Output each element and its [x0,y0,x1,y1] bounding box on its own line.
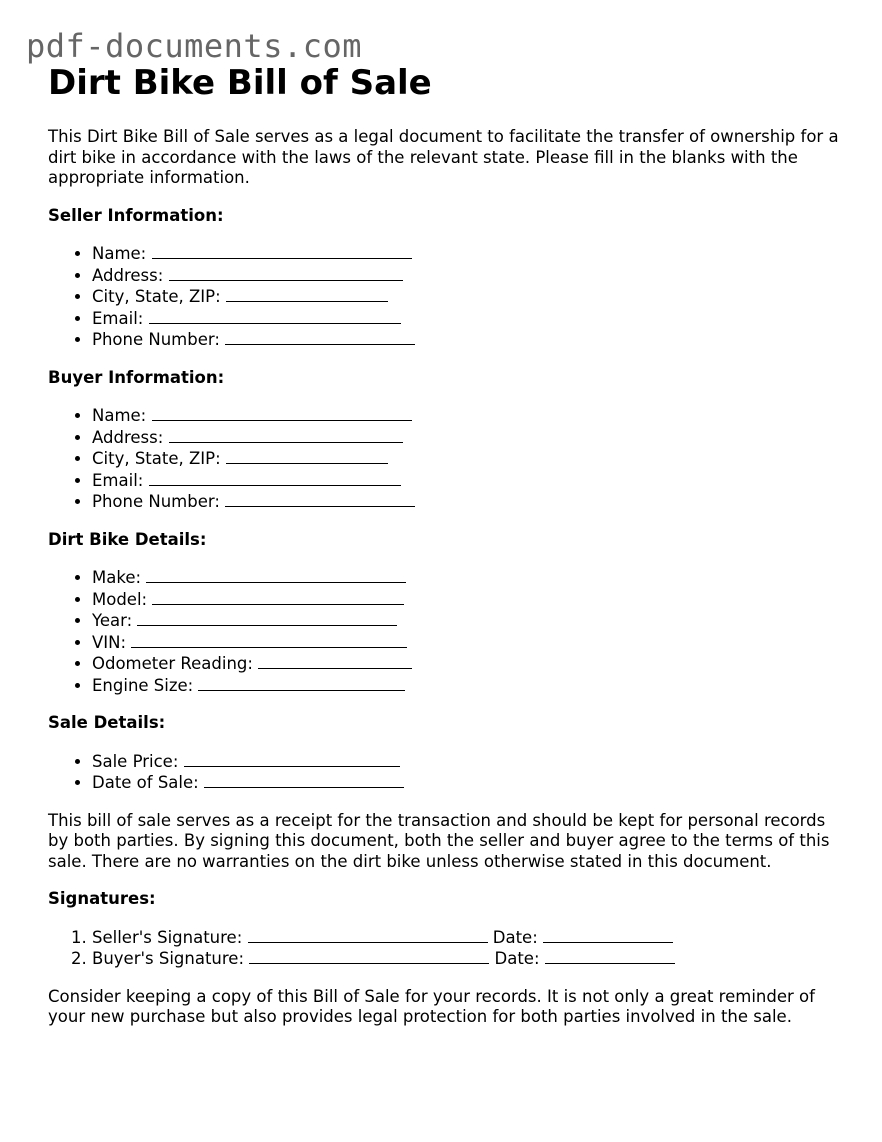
field-label: Email: [92,308,144,328]
signature-label: Seller's Signature: [92,927,243,947]
buyer-email-blank[interactable] [149,470,401,486]
document-title: Dirt Bike Bill of Sale [48,63,432,103]
buyer-phone-blank[interactable] [225,491,415,507]
list-item [92,448,848,470]
field-label: Sale Price: [92,751,179,771]
document-page [48,62,848,1028]
buyer-heading: Buyer Information: [48,367,225,387]
field-label: Date of Sale: [92,773,199,792]
field-label: Phone Number: [92,330,220,349]
bike-model-blank[interactable] [152,589,404,605]
field-label: Model: [92,589,148,609]
buyer-signature-date-blank[interactable] [545,948,675,964]
list-item [92,405,848,427]
buyer-fields [48,405,848,513]
sale-fields [48,751,848,794]
list-item [92,243,848,265]
bike-engine-size-blank[interactable] [198,675,405,691]
signature-lines [48,927,848,970]
field-label: Engine Size: [92,675,194,695]
field-label: Odometer Reading: [92,654,253,673]
list-item [92,286,848,308]
seller-city-state-zip-blank[interactable] [226,286,388,302]
bike-make-blank[interactable] [146,567,406,583]
seller-address-blank[interactable] [169,265,403,281]
field-label: Name: [92,244,147,263]
seller-fields [48,243,848,351]
list-item [92,610,848,632]
list-item [92,927,848,949]
seller-signature-date-blank[interactable] [543,927,673,943]
buyer-name-blank[interactable] [152,405,412,421]
buyer-signature-blank[interactable] [249,948,489,964]
signature-label: Buyer's Signature: [92,949,245,968]
signatures-heading: Signatures: [48,889,156,908]
seller-heading: Seller Information: [48,205,224,225]
list-item [92,265,848,287]
receipt-paragraph: This bill of sale serves as a receipt for the transaction and should be kept for personal records by both parties. By signing this document, both the seller and buyer agree to the terms of this sale. There are no warranties on the dirt bike unless otherwise stated in this document. [48,810,830,871]
field-label: VIN: [92,632,127,652]
seller-phone-blank[interactable] [225,329,415,345]
field-label: Phone Number: [92,492,220,511]
list-item [92,567,848,589]
bike-fields [48,567,848,696]
field-label: City, State, ZIP: [92,287,221,306]
date-label: Date: [492,927,538,947]
watermark: pdf-documents.com [26,27,363,65]
seller-signature-blank[interactable] [248,927,488,943]
sale-price-blank[interactable] [184,751,400,767]
intro-paragraph: This Dirt Bike Bill of Sale serves as a legal document to facilitate the transfer of ownership for a dirt bike in accordance with the laws of the relevant state. Please fill in the blanks with the appropriate information. [48,127,839,187]
seller-name-blank[interactable] [152,243,412,259]
list-item [92,308,848,330]
buyer-city-state-zip-blank[interactable] [226,448,388,464]
field-label: Email: [92,470,144,490]
bike-heading: Dirt Bike Details: [48,529,207,549]
bike-odometer-blank[interactable] [258,653,412,669]
list-item [92,470,848,492]
field-label: Address: [92,427,164,447]
list-item [92,329,848,351]
list-item [92,751,848,773]
field-label: City, State, ZIP: [92,449,221,468]
list-item [92,948,848,970]
date-label: Date: [494,949,540,968]
list-item [92,427,848,449]
field-label: Year: [92,611,133,630]
sale-date-blank[interactable] [204,772,404,788]
buyer-address-blank[interactable] [169,427,403,443]
list-item [92,675,848,697]
field-label: Make: [92,568,142,587]
list-item [92,632,848,654]
seller-email-blank[interactable] [149,308,401,324]
field-label: Address: [92,265,164,285]
bike-year-blank[interactable] [137,610,397,626]
list-item [92,589,848,611]
closing-paragraph: Consider keeping a copy of this Bill of Sale for your records. It is not only a great reminder of your new purchase but also provides legal protection for both parties involved in the sale. [48,986,815,1026]
sale-heading: Sale Details: [48,713,166,732]
list-item [92,653,848,675]
list-item [92,772,848,794]
field-label: Name: [92,406,147,425]
bike-vin-blank[interactable] [131,632,407,648]
list-item [92,491,848,513]
